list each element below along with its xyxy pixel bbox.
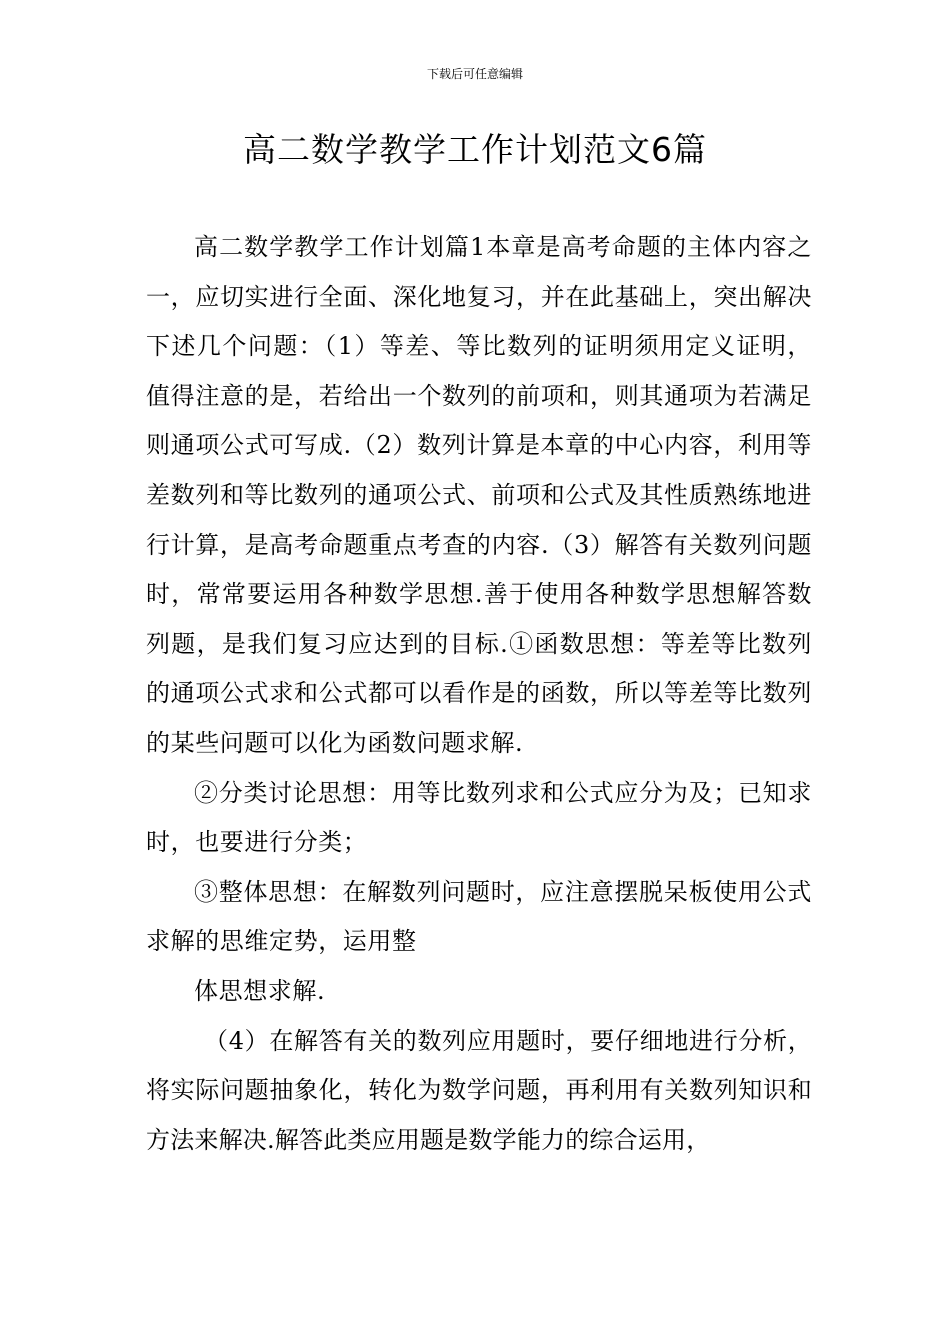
page-title: 高二数学教学工作计划范文6篇 (243, 130, 707, 169)
paragraph-1: 高二数学教学工作计划篇1本章是高考命题的主体内容之一，应切实进行全面、深化地复习，并在此基础上，突出解决下述几个问题：（1）等差、等比数列的证明须用定义证明，值得注意的是，若给出一个数列的前项和，则其通项为若满足则通项公式可写成.（2）数列计算是本章的中心内容，利用等差数列和等比数列的通项公式、前项和公式及其性质熟练地进行计算，是高考命题重点考查的内容.（3）解答有关数列问题时，常常要运用各种数学思想.善于使用各种数学思想解答数列题，是我们复习应达到的目标.①函数思想：等差等比数列的通项公式求和公式都可以看作是的函数，所以等差等比数列的某些问题可以化为函数问题求解. (146, 233, 812, 757)
paragraph-4: 体思想求解. (194, 976, 326, 1005)
paragraph-5: （4）在解答有关的数列应用题时，要仔细地进行分析，将实际问题抽象化，转化为数学问题，再利用有关数列知识和方法来解决.解答此类应用题是数学能力的综合运用， (146, 1026, 812, 1154)
paragraph-3: ③整体思想：在解数列问题时，应注意摆脱呆板使用公式求解的思维定势，运用整 (146, 877, 812, 956)
paragraph-2: ②分类讨论思想：用等比数列求和公式应分为及；已知求时，也要进行分类； (146, 778, 812, 857)
header-note: 下载后可任意编辑 (426, 67, 523, 81)
document-body (146, 223, 812, 1165)
